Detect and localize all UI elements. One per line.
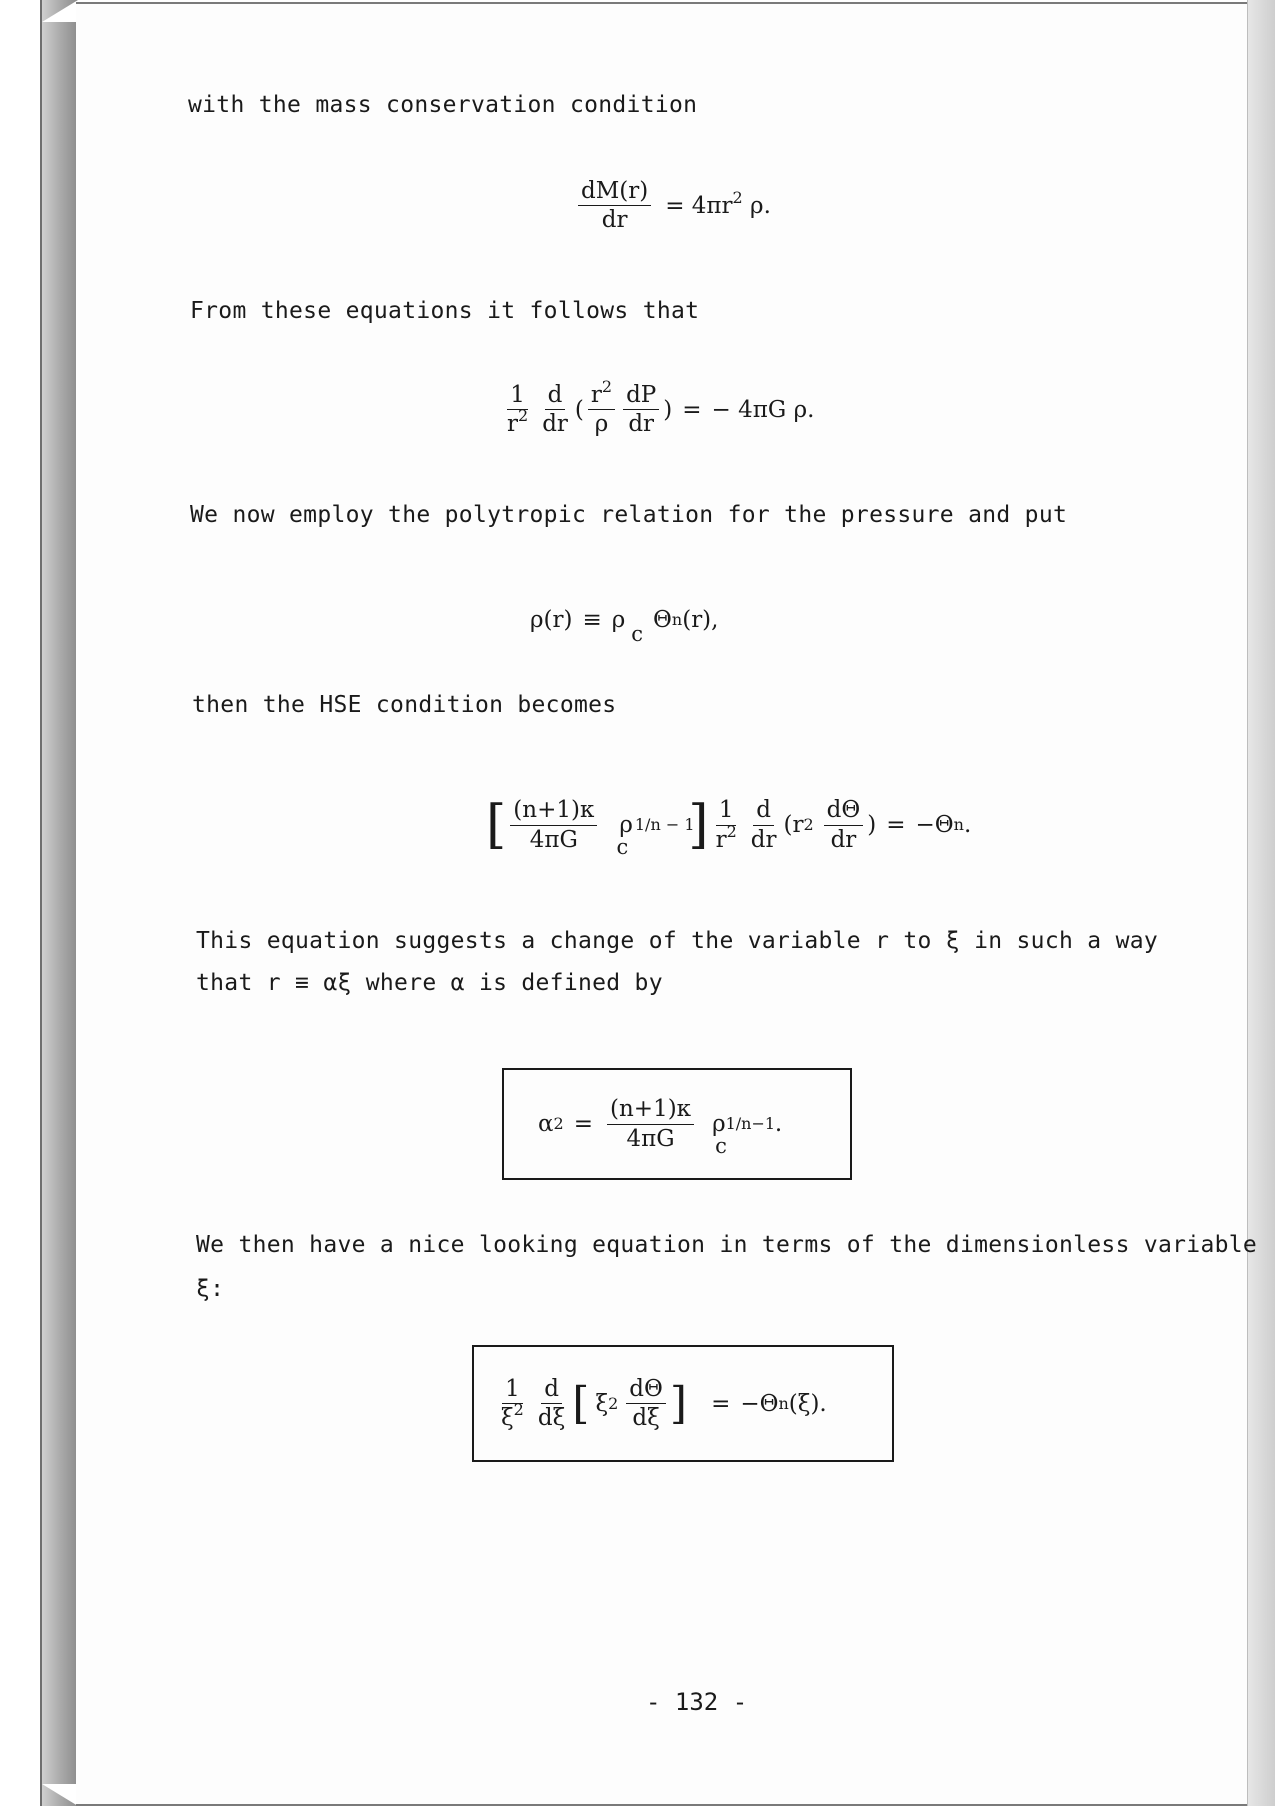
fraction-denominator [713, 821, 740, 853]
rho-subscript: c [631, 622, 644, 646]
fraction-dM-dr [578, 178, 651, 234]
equals-sign: = [711, 1390, 731, 1417]
fraction-r2-over-rho [588, 377, 615, 438]
fraction-numerator: (n+1)κ [607, 1096, 694, 1124]
page-number: - 132 - [646, 1688, 748, 1716]
fraction-denominator: dr [628, 411, 655, 438]
equation-rhs [665, 187, 771, 219]
rhs-theta: −Θ [915, 812, 954, 838]
fraction-numerator: dΘ [824, 797, 864, 825]
text-xi-colon: ξ: [196, 1276, 225, 1302]
fraction-dP-dr [623, 382, 659, 438]
alpha-symbol: α [538, 1111, 554, 1137]
bracket-close: ] [688, 795, 709, 855]
equation-tail: (ξ). [788, 1390, 827, 1417]
fraction-d-dr [748, 797, 780, 853]
book-spine [40, 0, 78, 1806]
fraction-denominator [498, 1400, 527, 1431]
equation-tail: . [963, 812, 972, 838]
fraction-1-over-xi2 [498, 1376, 527, 1432]
equation-tail: . [774, 1111, 783, 1137]
fraction-numerator: d [541, 1376, 562, 1404]
text-polytropic-relation: We now employ the polytropic relation for the pressure and put [190, 502, 1068, 528]
num-exponent: 2 [601, 377, 613, 396]
fraction-denominator: dξ [537, 1405, 566, 1431]
fraction-numerator: dΘ [626, 1376, 666, 1404]
rho-symbol: ρ [712, 1111, 726, 1137]
fraction-numerator: (n+1)κ [510, 797, 597, 825]
den-base: r [715, 826, 727, 853]
fraction-denominator: 4πG [626, 1125, 675, 1152]
equation-rhs: − 4πG ρ. [711, 396, 815, 423]
den-exponent: 2 [518, 406, 529, 426]
text-change-variable: This equation suggests a change of the variable r to ξ in such a way [196, 928, 1159, 954]
equation-alpha-boxed: α 2 = $\frac{(n+1)\kappa}{4\pi G}$ ρ 1/n−1 c . [502, 1068, 852, 1180]
fraction-dtheta-dr [824, 797, 864, 853]
xi-symbol: ξ [595, 1390, 609, 1417]
rho-subscript: c [616, 835, 629, 859]
rhs-theta: −Θ [740, 1390, 779, 1417]
den-base: r [507, 411, 518, 438]
fraction-numerator: d [545, 382, 566, 410]
bracket-open: [ [486, 795, 507, 855]
fraction-numerator: d [753, 797, 774, 825]
fraction-denominator [504, 406, 531, 438]
fraction-dtheta-dxi [626, 1376, 666, 1432]
fraction-denominator: 4πG [529, 826, 578, 853]
equation-lane-emden-boxed: $\frac{1}{\xi^2}$ $\frac{d}{d\xi}$ [ ξ 2 $\frac{d\Theta}{d\xi}$ ] = −Θ n (ξ). [472, 1345, 894, 1462]
rhs-exponent: 2 [732, 187, 743, 207]
document-page [76, 2, 1247, 1806]
num-base: r [590, 382, 602, 408]
equation-mass-conservation [574, 178, 781, 234]
fraction-numerator: 1 [502, 1376, 523, 1404]
equals-sign: = [573, 1111, 594, 1137]
equation-tail: (r), [682, 607, 719, 633]
fraction-1-over-r2 [504, 382, 531, 438]
den-exponent: 2 [726, 821, 737, 841]
text-alpha-defined: that r ≡ αξ where α is defined by [196, 970, 663, 996]
equals-sign: = [682, 396, 702, 423]
text-nice-looking-equation: We then have a nice looking equation in terms of the dimensionless variable [196, 1232, 1258, 1258]
paren-close: ) [867, 812, 877, 838]
fraction-1-over-r2 [713, 797, 740, 853]
theta-symbol: Θ [653, 607, 672, 633]
fraction-polytropic-constant [510, 797, 597, 853]
page-right-edge [1247, 0, 1275, 1806]
fraction-numerator: dP [623, 382, 659, 410]
equation-hydrostatic-combined [500, 377, 815, 438]
paren-close: ) [663, 396, 673, 423]
rhs-prefix: = 4πr [665, 192, 733, 219]
fraction-numerator: 1 [507, 382, 528, 410]
rhs-suffix: ρ. [742, 192, 771, 219]
text-hse-becomes: then the HSE condition becomes [192, 692, 617, 718]
fraction-numerator [588, 377, 615, 410]
equation-polytrope: ρ(r) ≡ ρ c Θ n (r), [530, 607, 719, 646]
fraction-d-dr [539, 382, 571, 438]
den-exponent: 2 [513, 1400, 524, 1419]
paren-r: (r [783, 812, 804, 838]
rho-symbol: ρ [619, 812, 633, 838]
equation-lhs: ρ(r) [530, 607, 573, 633]
bracket-open: [ [572, 1377, 590, 1429]
fraction-denominator: ρ [594, 411, 609, 438]
rho-subscript: c [715, 1134, 727, 1158]
equation-hse: [ $\frac{(n+1)\kappa}{4\pi G}$ ρ 1/n − 1 c ] $\frac{1}{r^2}$ $\frac{d}{dr}$ (r 2 $\frac{d\Theta}{dr}$ ) = −Θ n . [486, 795, 972, 859]
fraction-denominator: dr [542, 411, 568, 438]
fraction-d-dxi [535, 1376, 568, 1432]
equiv-sign: ≡ [582, 607, 602, 633]
bracket-close: ] [669, 1377, 688, 1429]
fraction-numerator: dM(r) [578, 178, 651, 206]
rho-symbol: ρ [611, 607, 626, 633]
fraction-denominator: dr [830, 826, 857, 853]
fraction-numerator: 1 [716, 797, 737, 825]
fraction-denominator: dr [601, 207, 628, 234]
equals-sign: = [886, 812, 906, 838]
text-mass-conservation-intro: with the mass conservation condition [188, 92, 698, 118]
fraction-denominator: dξ [632, 1405, 660, 1431]
fraction-denominator: dr [750, 826, 777, 853]
text-follows: From these equations it follows that [190, 298, 700, 324]
fraction-polytropic-constant [607, 1096, 694, 1152]
paren-open: ( [574, 396, 584, 423]
den-base: ξ [501, 1405, 514, 1431]
